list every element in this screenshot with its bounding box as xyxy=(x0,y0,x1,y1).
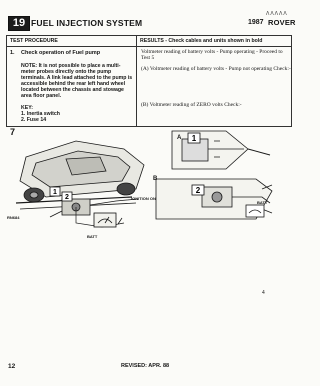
inset-a-callout: 1 xyxy=(191,134,197,143)
results-header: RESULTS - Check cables and units shown in bold xyxy=(140,38,263,44)
key-item: 1. Inertia switch xyxy=(21,111,60,117)
inset-b-callout: 2 xyxy=(195,186,201,195)
callout-2: 2 xyxy=(65,194,69,201)
battery-label: BATT xyxy=(87,234,98,239)
result-intro: Voltmeter reading of battery volts - Pump operating - Proceed to Test 5 xyxy=(141,49,283,62)
figure-number: 7 xyxy=(10,127,16,137)
result-a: (A) Voltmeter reading of battery volts - Pump not operating Check:- xyxy=(141,66,291,72)
margin-mark: 4 xyxy=(262,290,265,296)
callout-1: 1 xyxy=(53,189,57,196)
section-title: FUEL INJECTION SYSTEM xyxy=(31,18,143,28)
inset-b-label: B xyxy=(153,176,158,182)
drawing-reference: RN684 xyxy=(7,215,20,220)
model-year: 1987 xyxy=(248,19,264,26)
brand-logo-mark: ΛΛΛΛΛ xyxy=(266,11,288,17)
table-header-divider xyxy=(7,46,291,47)
test-procedure-header: TEST PROCEDURE xyxy=(10,38,58,44)
key-heading: KEY: xyxy=(21,105,34,111)
table-column-divider xyxy=(136,36,137,126)
result-b: (B) Voltmeter reading of ZERO volts Check:- xyxy=(141,102,242,108)
procedure-table xyxy=(6,35,292,127)
ignition-label: IGNITION ON xyxy=(131,196,156,201)
page-number: 12 xyxy=(8,363,16,370)
battery-label: BATT xyxy=(257,200,268,205)
inset-a-label: A xyxy=(177,135,182,141)
inset-diagrams xyxy=(152,127,292,237)
section-number-badge: 19 xyxy=(8,16,30,31)
fuel-pump-illustration xyxy=(6,127,152,237)
step-note: NOTE: It is not possible to place a multi-meter probes directly onto the pump terminals. A link lead attached to the pump is accessible behind the rear left hand wheel located between the chassis and stowage area floor panel. xyxy=(21,63,133,100)
key-item: 2. Fuse 14 xyxy=(21,117,47,123)
brand-name: ROVER xyxy=(268,18,296,27)
revision-date: REVISED: APR. 88 xyxy=(121,363,170,369)
step-number: 1. xyxy=(10,50,15,56)
step-title: Check operation of Fuel pump xyxy=(21,50,101,56)
